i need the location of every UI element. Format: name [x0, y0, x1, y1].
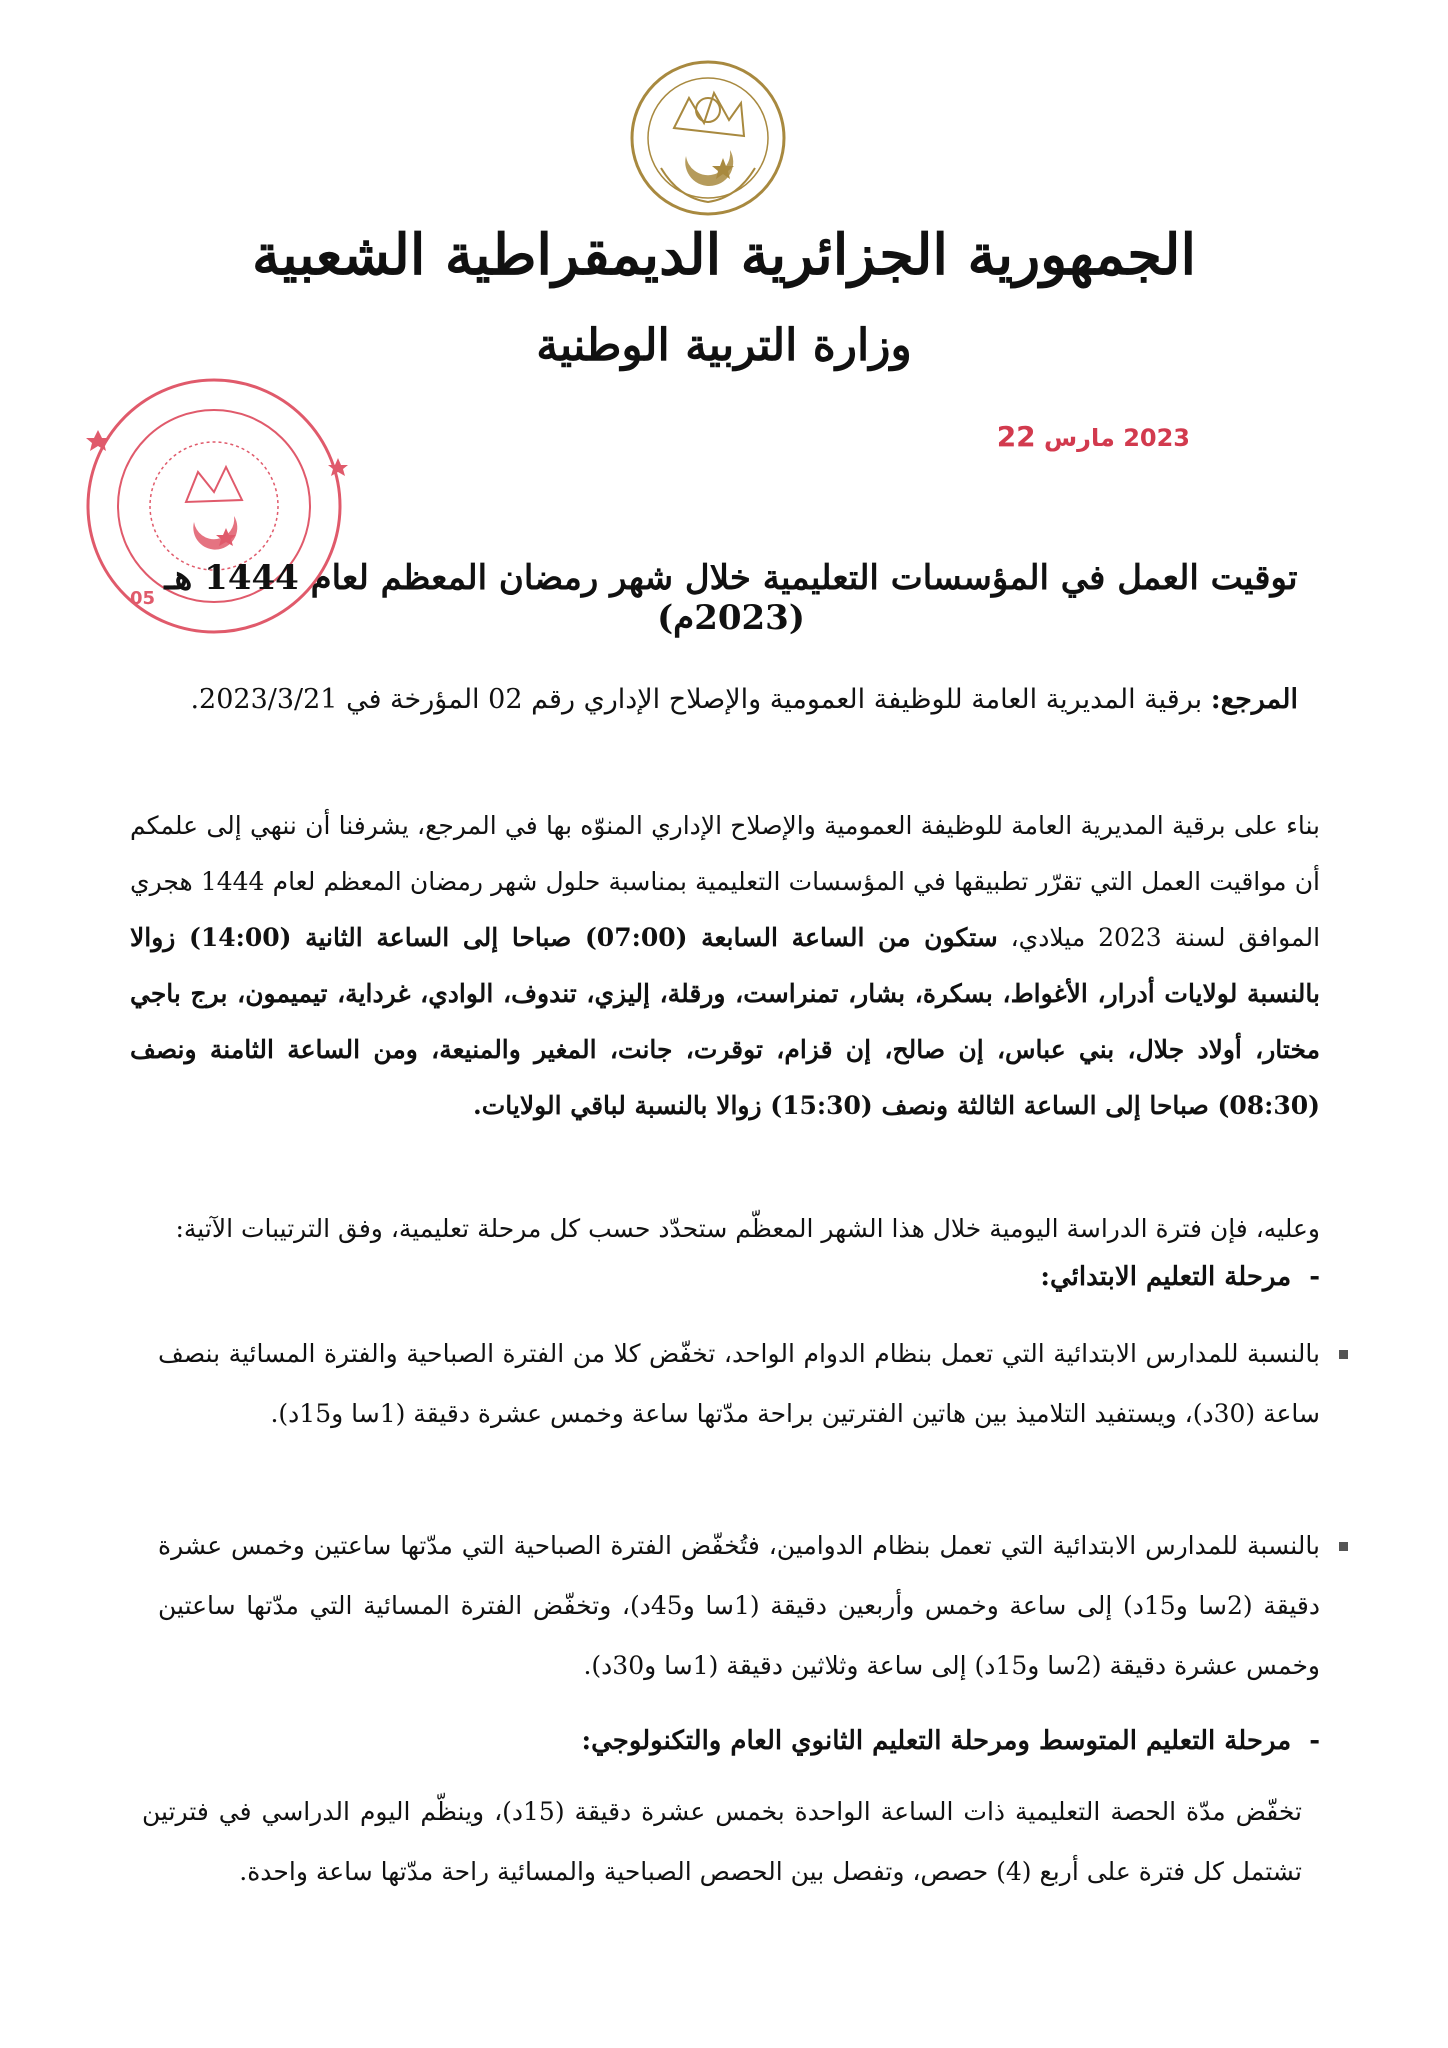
republic-header: الجمهورية الجزائرية الديمقراطية الشعبية [251, 222, 1196, 288]
ministry-header: وزارة التربية الوطنية [536, 320, 912, 371]
section-middle-secondary-label: مرحلة التعليم المتوسط ومرحلة التعليم الثانوي العام والتكنولوجي: [581, 1726, 1292, 1756]
intro-text: بناء على برقية المديرية العامة للوظيفة العمومية والإصلاح الإداري المنوّه بها في المرجع، يشرفنا أن ننهي إلى علمكم أن مواقيت العمل التي تقرّر تطبيقها في المؤسسات التعليمية بمناسبة حلول شهر رمضان المعظم لعام 1444 هجري الموافق لسنة 2023 ميلادي، [130, 811, 1321, 952]
stamp-number: 05 [130, 588, 156, 609]
dash-marker: - [1309, 1262, 1320, 1292]
section-primary-heading [130, 1262, 1320, 1292]
date-year: 2023 [1123, 424, 1190, 452]
middle-secondary-paragraph: تخفّض مدّة الحصة التعليمية ذات الساعة الواحدة بخمس عشرة دقيقة (15د)، وينظّم اليوم الدراسي في فترتين تشتمل كل فترة على أربع (4) حصص، وتفصل بين الحصص الصباحية والمسائية راحة مدّتها ساعة واحدة. [142, 1797, 1302, 1886]
bullet-double-shift-text: بالنسبة للمدارس الابتدائية التي تعمل بنظام الدوامين، فتُخفّض الفترة الصباحية التي مدّتها ساعتين وخمس عشرة دقيقة (2سا و15د) إلى ساعة وخمس وأربعين دقيقة (1سا و45د)، وتخفّض الفترة المسائية التي مدّتها ساعتين وخمس عشرة دقيقة (2سا و15د) إلى ساعة وثلاثين دقيقة (1سا و30د). [158, 1531, 1320, 1680]
reference-text: برقية المديرية العامة للوظيفة العمومية والإصلاح الإداري رقم 02 المؤرخة في 2023/3/21. [190, 684, 1203, 715]
intro-paragraph [130, 798, 1320, 1134]
date-month: مارس [1044, 424, 1115, 452]
algeria-emblem-icon [619, 58, 797, 218]
dash-marker: - [1309, 1726, 1320, 1756]
date-day: 22 [996, 420, 1036, 453]
reference-label: المرجع: [1210, 684, 1298, 715]
bullet-single-shift-text: بالنسبة للمدارس الابتدائية التي تعمل بنظام الدوام الواحد، تخفّض كلا من الفترة الصباحية والفترة المسائية بنصف ساعة (30د)، ويستفيد التلاميذ بين هاتين الفترتين براحة مدّتها ساعة وخمس عشرة دقيقة (1سا و15د). [158, 1339, 1320, 1428]
schedule-bold-text: ستكون من الساعة السابعة (07:00) صباحا إلى الساعة الثانية (14:00) زوالا بالنسبة لولايات أدرار، الأغواط، بسكرة، بشار، تمنراست، ورقلة، إليزي، تندوف، الوادي، غرداية، تيميمون، برج باجي مختار، أولاد جلال، بني عباس، إن صالح، إن قزام، توقرت، جانت، المغير والمنيعة، ومن الساعة الثامنة ونصف (08:30) صباحا إلى الساعة الثالثة ونصف (15:30) زوالا بالنسبة لباقي الولايات. [130, 923, 1320, 1120]
reference-line [118, 684, 1298, 715]
document-date [996, 420, 1190, 453]
section-primary-label: مرحلة التعليم الابتدائي: [1040, 1262, 1292, 1292]
arrangements-paragraph: وعليه، فإن فترة الدراسة اليومية خلال هذا الشهر المعظّم ستحدّد حسب كل مرحلة تعليمية، وفق الترتيبات الآتية: [175, 1214, 1320, 1243]
document-title: توقيت العمل في المؤسسات التعليمية خلال شهر رمضان المعظم لعام 1444 هـ (2023م) [164, 558, 1298, 638]
square-bullet-icon [1339, 1542, 1348, 1551]
square-bullet-icon [1339, 1350, 1348, 1359]
bullet-single-shift [158, 1324, 1320, 1444]
section-middle-secondary-heading [130, 1726, 1320, 1756]
bullet-double-shift [158, 1516, 1320, 1696]
